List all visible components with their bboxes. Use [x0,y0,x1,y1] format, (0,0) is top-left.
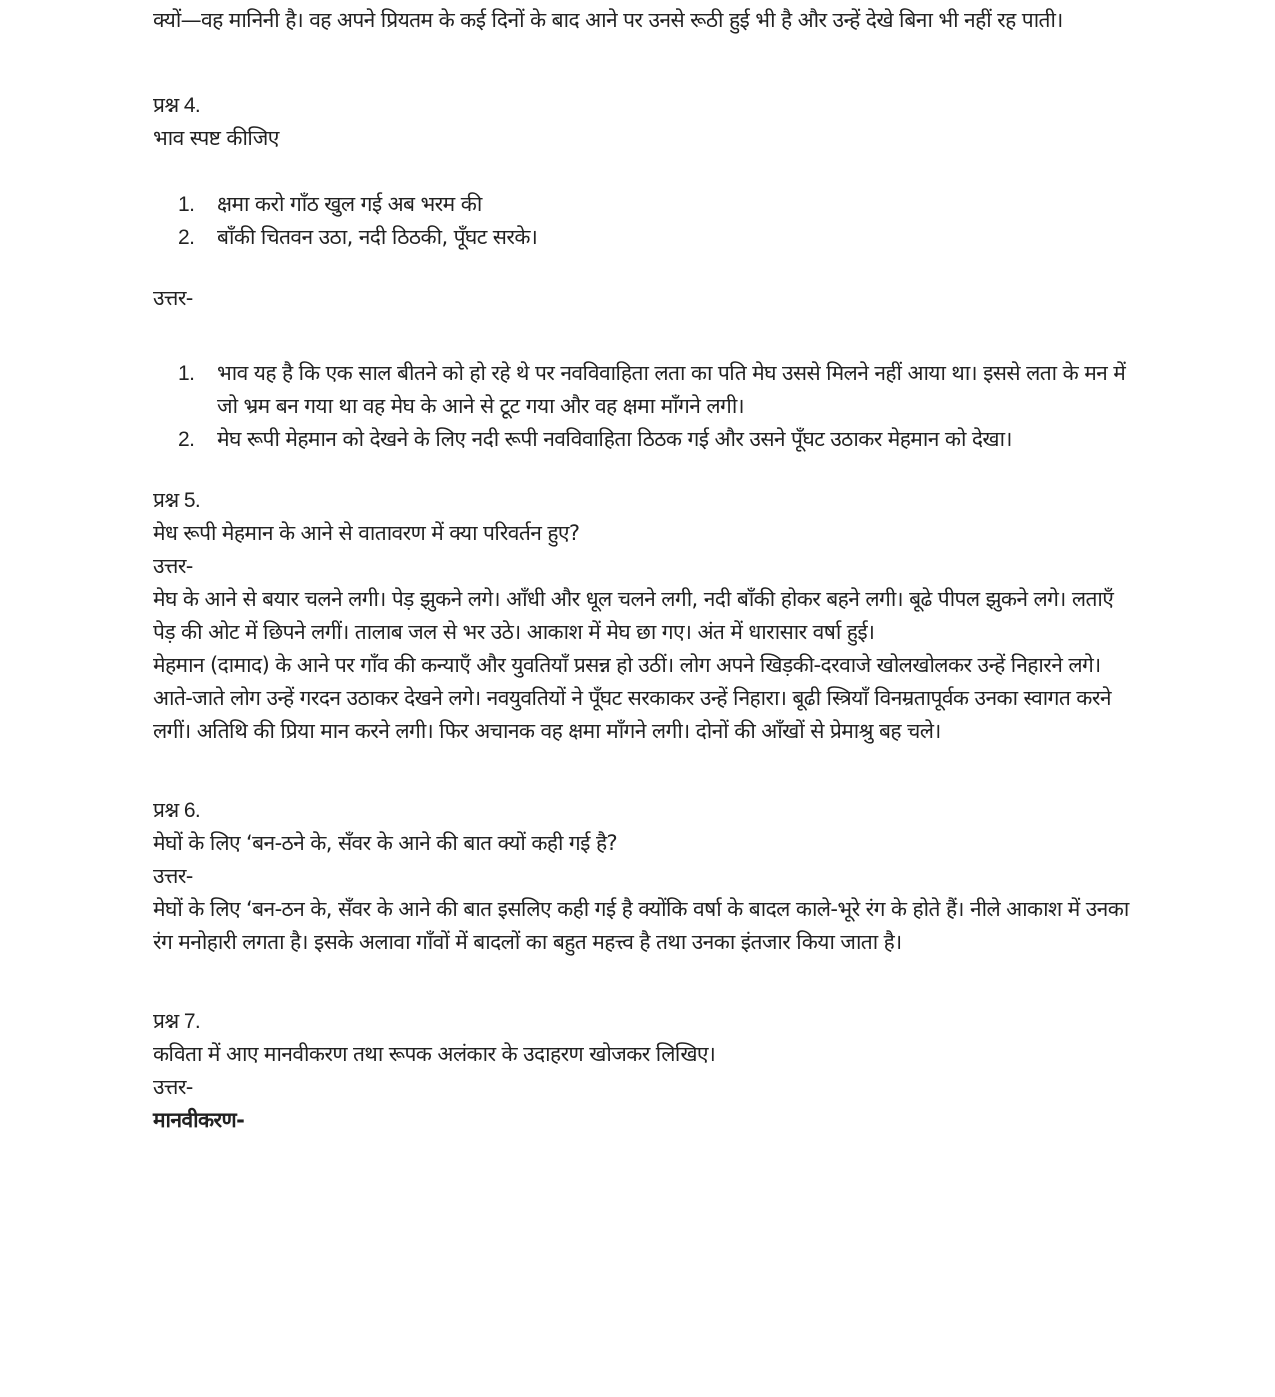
answer-label: उत्तर- [153,864,193,888]
answer-label: उत्तर- [153,554,193,578]
answer-paragraph: मेघों के लिए ‘बन-ठन के, सँवर के आने की बात इसलिए कही गई है क्योंकि वर्षा के बादल काले-भूरे रंग के होते हैं। नीले आकाश में उनका रंग मनोहारी लगता है। इसके अलावा गाँवों में बादलों का बहुत महत्त्व है तथा उनका इंतजार किया जाता है। [153,897,1129,954]
question-text: कविता में आए मानवीकरण तथा रूपक अलंकार के उदाहरण खोजकर लिखिए। [153,1042,716,1066]
question-text: भाव स्पष्ट कीजिए [153,126,279,150]
question-7 [153,1005,1133,1137]
spacer [153,254,1133,282]
list-item [153,357,1133,423]
question-5 [153,484,1133,748]
answer-label: उत्तर- [153,1075,193,1099]
intro-paragraph: क्यों—वह मानिनी है। वह अपने प्रियतम के कई दिनों के बाद आने पर उनसे रूठी हुई भी है और उन्हें देखे बिना भी नहीं रह पाती। [153,8,1063,32]
list-number: 2. [178,226,195,249]
answer-label: उत्तर- [153,286,193,310]
answer-items-list [153,357,1133,456]
list-item [153,221,1133,254]
spacer [153,748,1133,794]
question-4 [153,89,1133,456]
question-text: मेध रूपी मेहमान के आने से वातावरण में क्या परिवर्तन हुए? [153,521,580,545]
spacer [153,959,1133,1005]
question-label: प्रश्न 4. [153,94,201,117]
spacer [153,155,1133,188]
question-label: प्रश्न 6. [153,799,201,822]
list-item-text: बाँकी चितवन उठा, नदी ठिठकी, पूँघट सरके। [217,225,538,249]
list-item [153,188,1133,221]
list-item-text: भाव यह है कि एक साल बीतने को हो रहे थे पर नवविवाहिता लता का पति मेघ उससे मिलने नहीं आया था। इससे लता के मन में जो भ्रम बन गया था वह मेघ के आने से टूट गया और वह क्षमा माँगने लगी। [217,361,1126,418]
list-number: 1. [178,193,195,216]
list-number: 2. [178,428,195,451]
spacer [153,37,1133,89]
question-items-list [153,188,1133,254]
list-item [153,423,1133,456]
answer-paragraph: मेघ के आने से बयार चलने लगी। पेड़ झुकने लगे। आँधी और धूल चलने लगी, नदी बाँकी होकर बहने लगी। बूढे पीपल झुकने लगे। लताएँ पेड़ की ओट में छिपने लगीं। तालाब जल से भर उठे। आकाश में मेघ छा गए। अंत में धारासार वर्षा हुई। [153,587,1114,644]
list-number: 1. [178,362,195,385]
spacer [153,456,1133,484]
document-page [153,4,1133,1137]
answer-subheading: मानवीकरण- [153,1108,245,1132]
answer-paragraph: मेहमान (दामाद) के आने पर गाँव की कन्याएँ और युवतियाँ प्रसन्न हो उठीं। लोग अपने खिड़की-दरवाजे खोलखोलकर उन्हें निहारने लगे। आते-जाते लोग उन्हें गरदन उठाकर देखने लगे। नवयुवतियों ने पूँघट सरकाकर उन्हें निहारा। बूढी स्त्रियाँ विनम्रतापूर्वक उनका स्वागत करने लगीं। अतिथि की प्रिया मान करने लगी। फिर अचानक वह क्षमा माँगने लगी। दोनों की आँखों से प्रेमाश्रु बह चले। [153,653,1111,743]
list-item-text: मेघ रूपी मेहमान को देखने के लिए नदी रूपी नवविवाहिता ठिठक गई और उसने पूँघट उठाकर मेहमान को देखा। [217,427,1012,451]
question-6 [153,794,1133,959]
question-text: मेघों के लिए ‘बन-ठने के, सँवर के आने की बात क्यों कही गई है? [153,831,618,855]
question-label: प्रश्न 5. [153,489,201,512]
question-label: प्रश्न 7. [153,1010,201,1033]
spacer [153,315,1133,357]
list-item-text: क्षमा करो गाँठ खुल गई अब भरम की [217,192,482,216]
